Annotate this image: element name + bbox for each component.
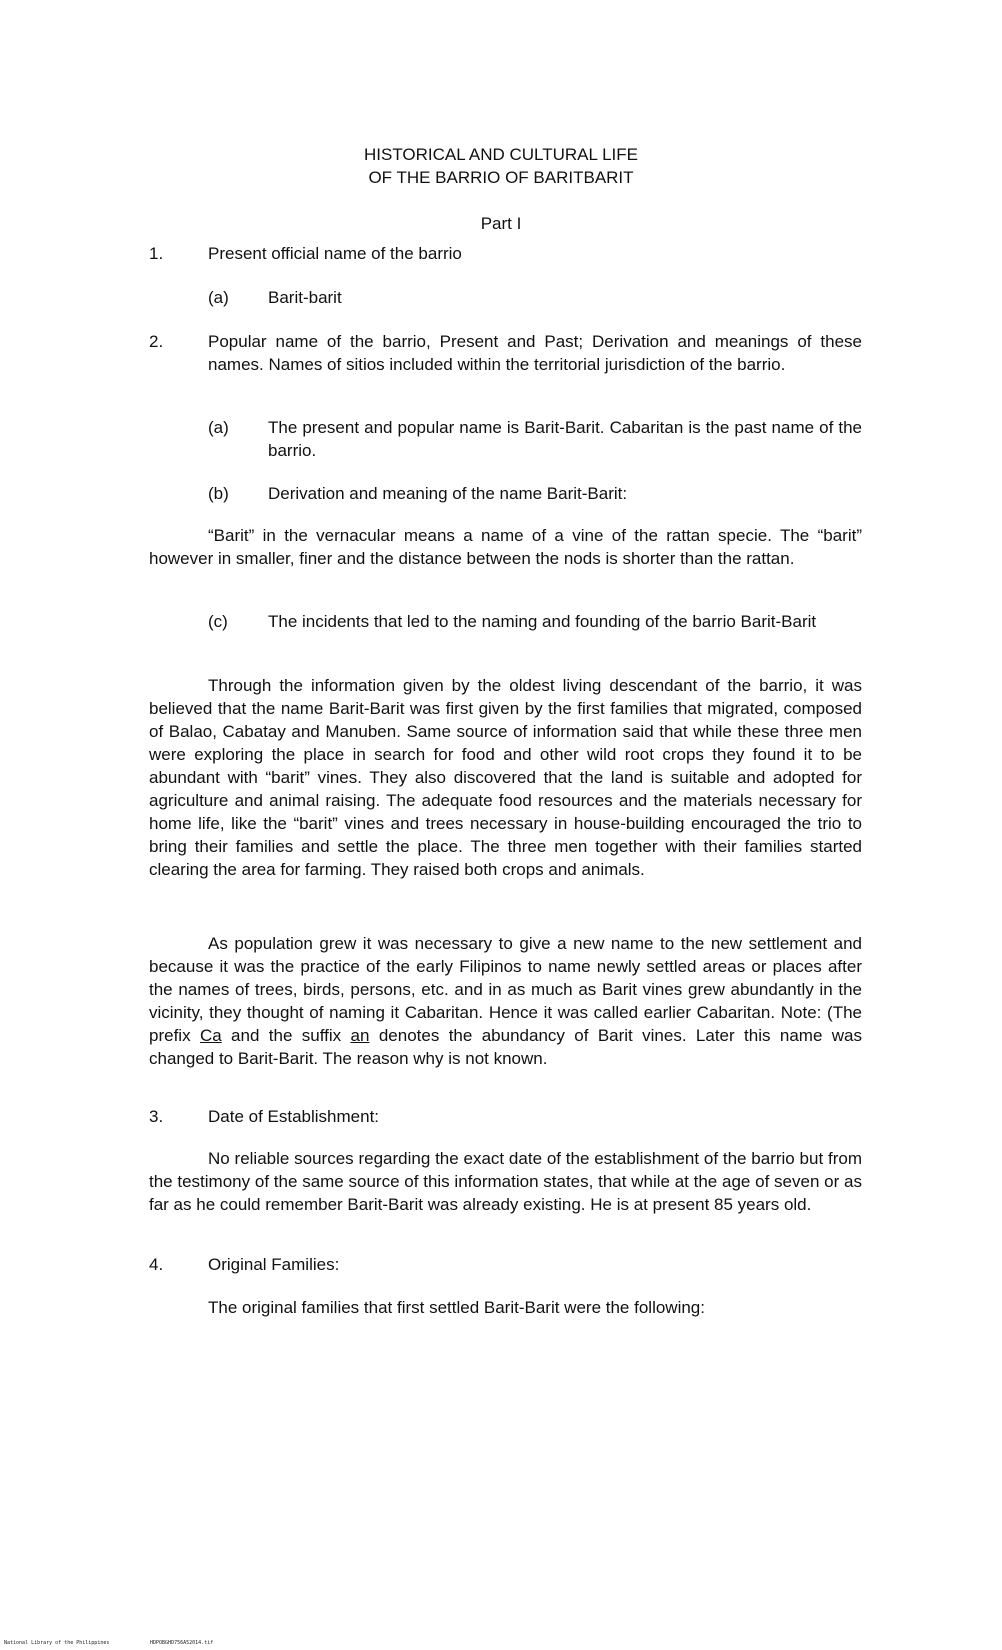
section-3-number: 3. <box>149 1107 164 1126</box>
barit-definition-paragraph: “Barit” in the vernacular means a name of a vine of the rattan specie. The “barit” however in smaller, finer and the distance between the nods is shorter than the rattan. <box>149 526 862 568</box>
section-2-heading: Popular name of the barrio, Present and Past; Derivation and meanings of these names. Names of sitios included within the territorial jurisdiction of the barrio. <box>208 332 862 374</box>
population-paragraph <box>149 932 862 1070</box>
suffix-an: an <box>350 1026 370 1045</box>
section-3-heading: Date of Establishment: <box>208 1107 380 1126</box>
section-1-a-text: Barit-barit <box>268 288 342 307</box>
section-2-b-label: (b) <box>208 484 229 503</box>
document-title-line-2: OF THE BARRIO OF BARITBARIT <box>368 168 634 187</box>
population-paragraph-text-1: As population grew it was necessary to give a new name to the new settlement and because it was the practice of the early Filipinos to name newly settled areas or places after the names of trees, birds, persons, etc. and in as much as Barit vines grew abundantly in the vicinity, they thought of naming it Cabaritan. Hence it was called earlier Cabaritan. Note: (The prefix <box>149 934 862 1045</box>
section-2-c-label: (c) <box>208 612 228 631</box>
section-2-b-text: Derivation and meaning of the name Barit-Barit: <box>268 484 628 503</box>
population-paragraph-text-3: denotes the abundancy of Barit vines. Later this name was changed to Barit-Barit. The reason why is not known. <box>149 1026 863 1068</box>
document-title-line-1: HISTORICAL AND CULTURAL LIFE <box>364 145 638 164</box>
section-1-heading: Present official name of the barrio <box>208 244 462 263</box>
part-heading: Part I <box>480 214 522 233</box>
section-2-c-text: The incidents that led to the naming and founding of the barrio Barit-Barit <box>268 612 817 631</box>
section-4-number: 4. <box>149 1255 164 1274</box>
section-1-a-label: (a) <box>208 288 229 307</box>
footer-library-credit: National Library of the Philippines <box>4 1640 110 1646</box>
population-paragraph-text-2: and the suffix <box>221 1026 351 1045</box>
section-2-a-text: The present and popular name is Barit-Barit. Cabaritan is the past name of the barrio. <box>268 418 862 460</box>
naming-origin-paragraph: Through the information given by the oldest living descendant of the barrio, it was believed that the name Barit-Barit was first given by the first families that migrated, composed of Balao, Cabatay and Manuben. Same source of information said that while these three men were exploring the place in search for food and other wild root crops they found it to be abundant with “barit” vines. They also discovered that the land is suitable and adopted for agriculture and animal raising. The adequate food resources and the materials necessary for home life, like the “barit” vines and trees necessary in house-building encouraged the trio to bring their families and settle the place. The three men together with their families started clearing the area for farming. They raised both crops and animals. <box>149 676 862 879</box>
prefix-ca: Ca <box>199 1026 222 1045</box>
original-families-paragraph: The original families that first settled Barit-Barit were the following: <box>208 1298 705 1317</box>
section-1-number: 1. <box>149 244 164 263</box>
section-4-heading: Original Families: <box>208 1255 340 1274</box>
establishment-paragraph: No reliable sources regarding the exact date of the establishment of the barrio but from the testimony of the same source of this information states, that while at the age of seven or as far as he could remember Barit-Barit was already existing. He is at present 85 years old. <box>149 1149 862 1214</box>
section-2-number: 2. <box>149 332 164 351</box>
section-2-a-label: (a) <box>208 418 229 437</box>
footer-file-id: HDPOBGHD756A52014.tif <box>150 1640 214 1646</box>
